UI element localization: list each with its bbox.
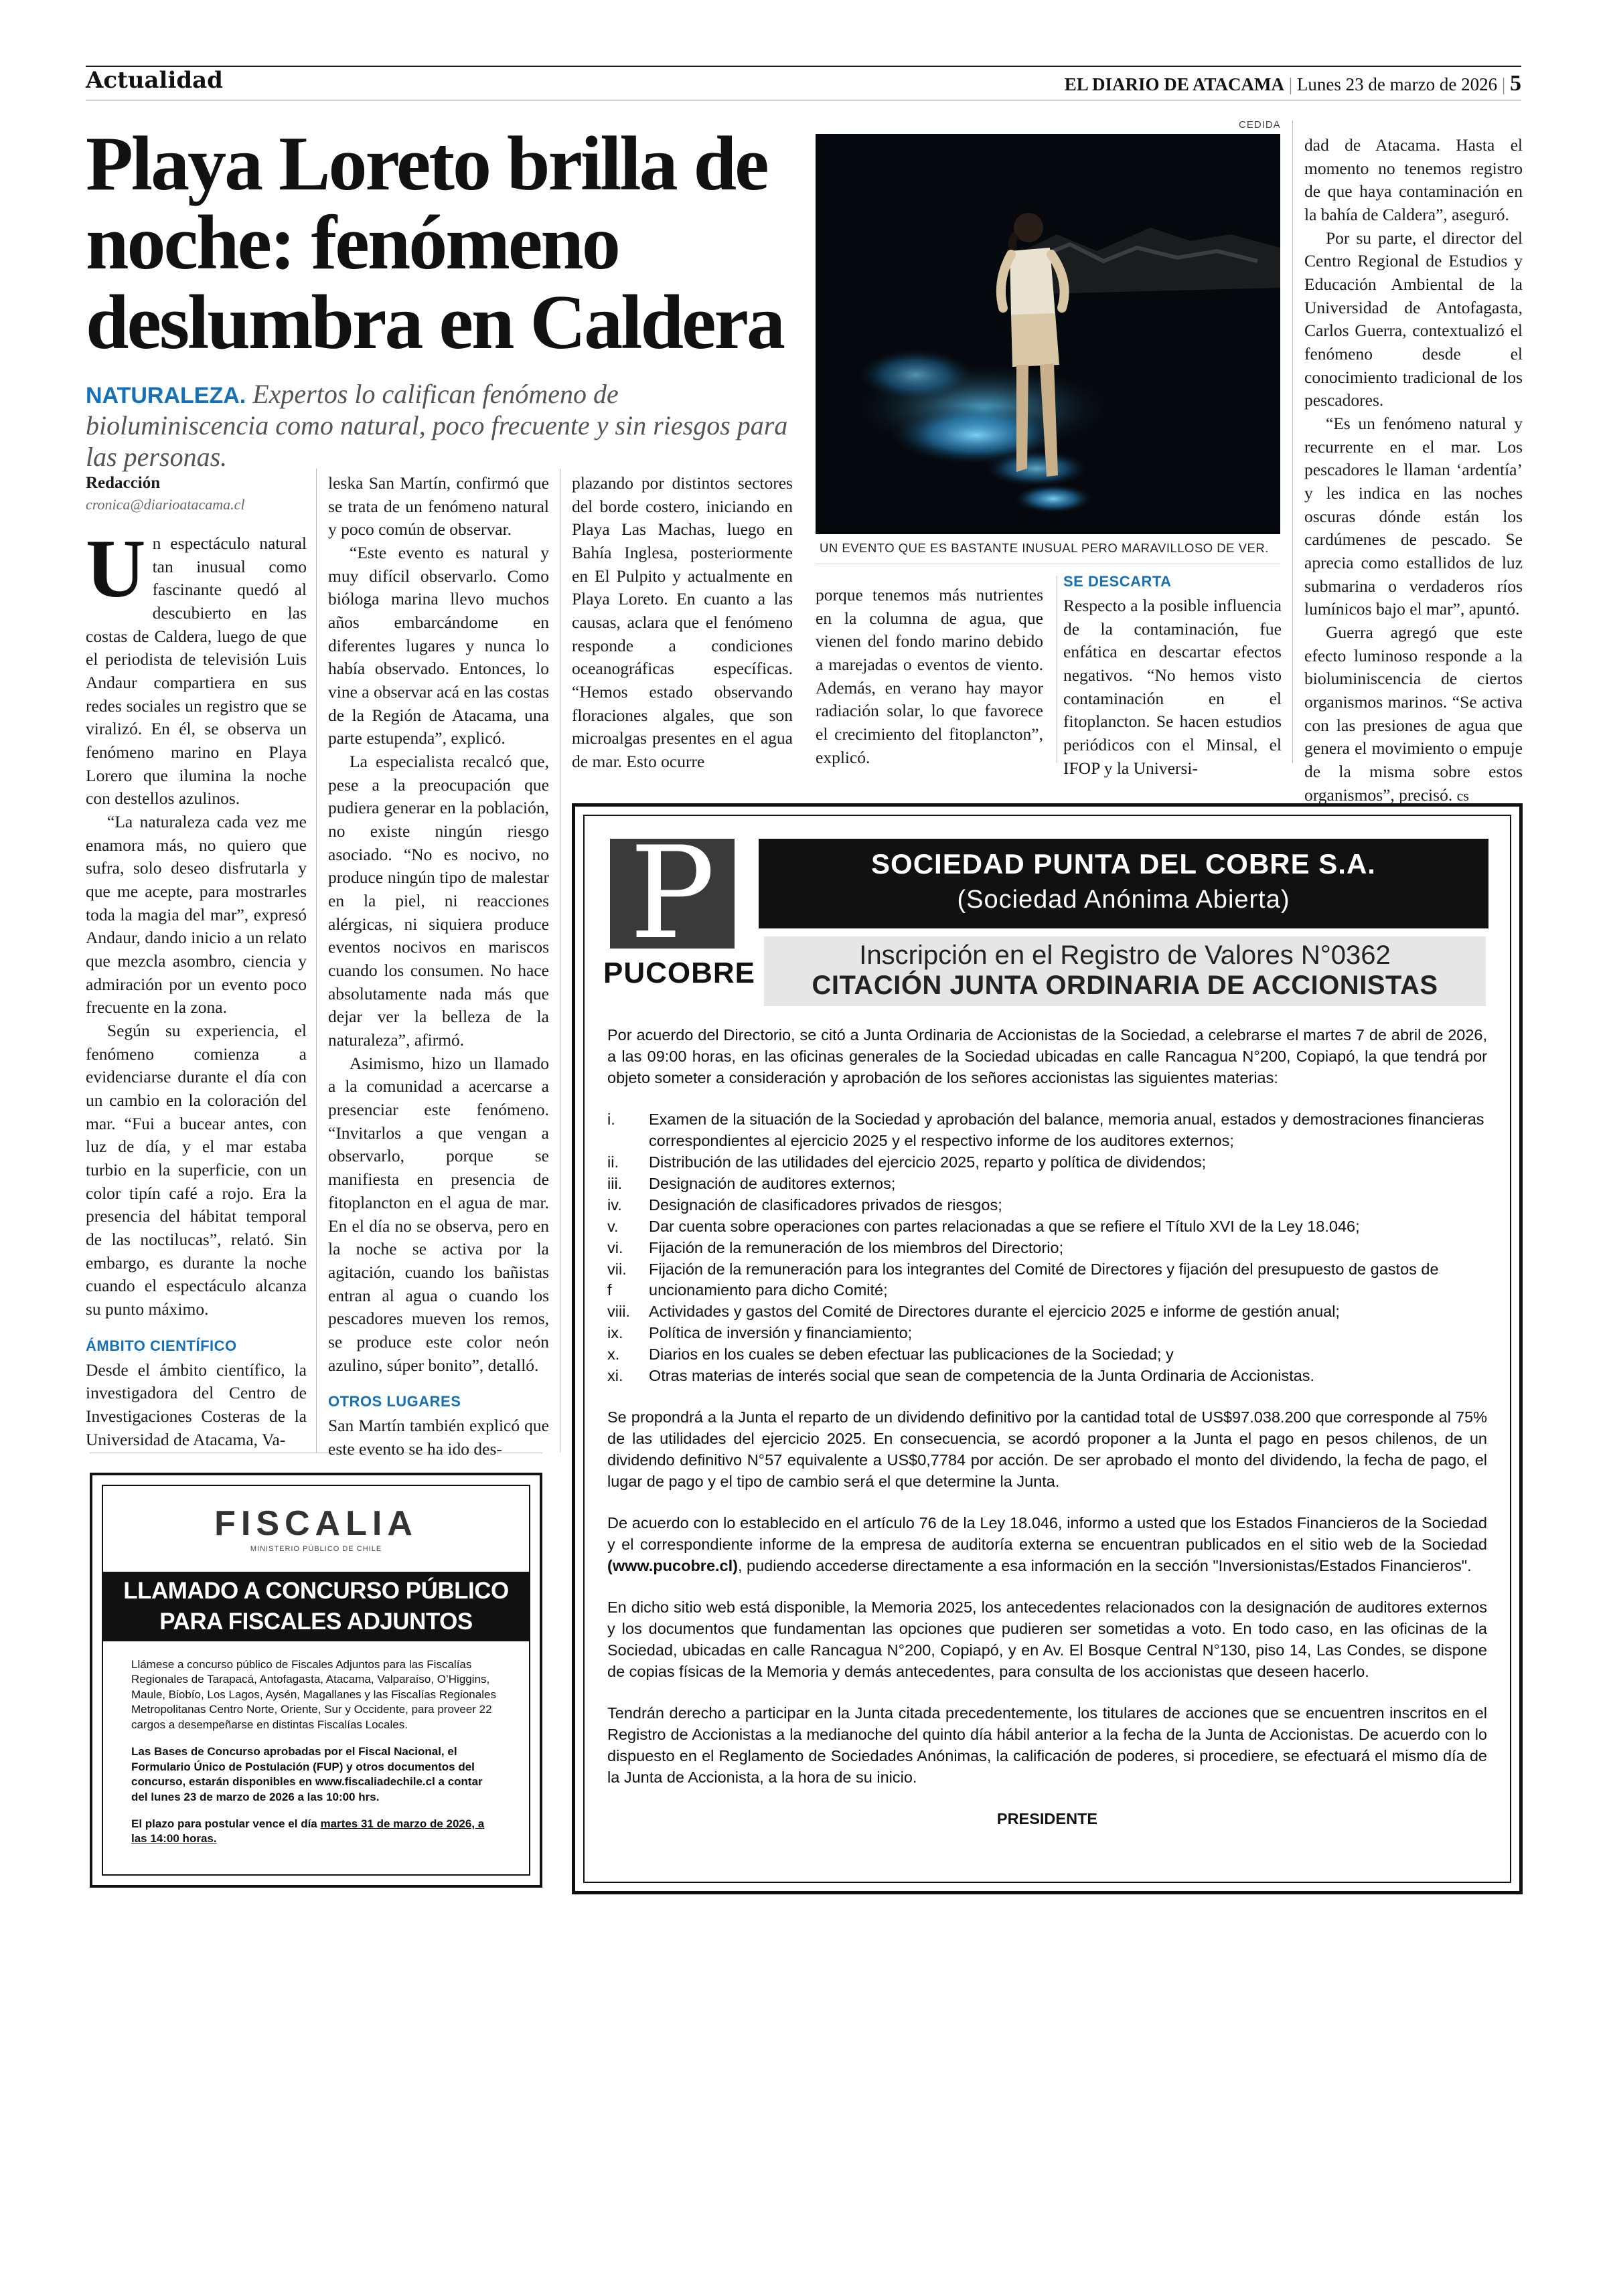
fiscalia-title-bar — [102, 1572, 530, 1641]
article-column-4 — [816, 584, 1043, 769]
agenda-item-text: Distribución de las utilidades del ejercicio 2025, reparto y política de dividendos; — [649, 1153, 1207, 1171]
fiscalia-body — [131, 1657, 501, 1859]
agenda-item — [607, 1301, 1487, 1323]
agenda-item — [607, 1216, 1487, 1238]
paragraph: “Este evento es natural y muy difícil observarlo. Como bióloga marina llevo muchos años embarcándome en diferentes lugares y nunca lo había observado. Entonces, lo vine a observar acá en las costas de la Región de Atacama, una parte estupenda”, explicó. — [328, 543, 549, 748]
agenda-item — [607, 1323, 1487, 1344]
agenda-item-number: xi. — [607, 1367, 623, 1385]
article-column-1 — [86, 472, 307, 1451]
paragraph: Desde el ámbito científico, la investigadora del Centro de Investigaciones Costeras de la Universidad de Atacama, Va- — [86, 1360, 307, 1449]
article-column-5 — [1063, 570, 1282, 780]
pucobre-registry-box — [764, 936, 1486, 1006]
issue-date: Lunes 23 de marzo de 2026 — [1296, 74, 1498, 94]
paragraph: Respecto a la posible influencia de la contaminación, fue enfática en descartar efectos negativos. “No hemos visto contaminación en el fitoplancton. Se hacen estudios periódicos con el Minsal, el IFOP y la Universi- — [1063, 595, 1282, 778]
agenda-item-number: iv. — [607, 1196, 622, 1214]
paragraph: Un espectáculo natural tan inusual como fascinante quedó al descubierto en las costas de Caldera, luego de que el periodista de televisión Luis Andaur compartiera en sus redes sociales un registro que se viralizó. En él, se observa un fenómeno marino en Playa Lorero que ilumina la noche con destellos azulinos. — [86, 522, 307, 809]
page-number: 5 — [1510, 71, 1521, 96]
agenda-item-text: Fijación de la remuneración para los integrantes del Comité de Directores y fijación del presupuesto de gastos de — [649, 1260, 1439, 1278]
paragraph: dad de Atacama. Hasta el momento no tenemos registro de que haya contaminación en la bahía de Caldera”, aseguró. — [1304, 135, 1523, 225]
section-label: Actualidad — [86, 67, 223, 94]
kicker: NATURALEZA. — [86, 383, 246, 408]
pucobre-website: (www.pucobre.cl) — [607, 1556, 738, 1574]
fiscalia-paragraph: Las Bases de Concurso aprobadas por el Fiscal Nacional, el Formulario Único de Postulación (FUP) y otros documentos del concurso, estarán disponibles en www.fiscaliadechile.cl a contar del lunes 23 de marzo de 2026 a las 10:00 hrs. — [131, 1745, 483, 1803]
deck-text: Expertos lo califican fenómeno de bioluminiscencia como natural, poco frecuente y sin riesgos para las personas. — [86, 379, 788, 473]
subheading: OTROS LUGARES — [328, 1393, 461, 1410]
paragraph: “Es un fenómeno natural y recurrente en el mar. Los pescadores le llaman ‘ardentía’ y les indica en las noches oscuras dónde están los cardúmenes de pescado. Se aprecia como estallidos de luz submarina o verdaderos ríos lumínicos bajo el mar”, apuntó. — [1304, 414, 1523, 619]
pucobre-title-bar — [759, 839, 1488, 928]
fiscalia-paragraph: El plazo para postular vence el día martes 31 de marzo de 2026, a las 14:00 horas. — [131, 1817, 485, 1846]
photo-caption: UN EVENTO QUE ES BASTANTE INUSUAL PERO MARAVILLOSO DE VER. — [820, 541, 1269, 555]
fiscalia-title-line: PARA FISCALES ADJUNTOS — [159, 1609, 473, 1635]
pucobre-body — [607, 1025, 1487, 1830]
agenda-item — [607, 1195, 1487, 1216]
agenda-item-number: viii. — [607, 1303, 630, 1321]
paragraph: Guerra agregó que este efecto luminoso responde a la bioluminiscencia de ciertos organismos marinos. “Se activa con las presiones de agua que genera el movimiento o empuje de la misma sobre estos organismos”, precisó. cs — [1304, 623, 1523, 805]
agenda-item-number: ii. — [607, 1153, 619, 1171]
agenda-item — [607, 1344, 1487, 1366]
pucobre-logo — [603, 819, 756, 993]
column-rule — [1292, 120, 1293, 763]
dropcap: U — [86, 522, 146, 614]
fiscalia-logo: FISCALIA — [214, 1504, 418, 1543]
pucobre-paragraph: De acuerdo con lo establecido en el artículo 76 de la Ley 18.046, informo a usted que los Estados Financieros de la Sociedad y el correspondiente informe de la empresa de auditoría externa se encuentran publicados en el sitio web de la Sociedad (www.pucobre.cl), pudiendo accederse directamente a esa información en la sección "Inversionistas/Estados Financieros". — [607, 1514, 1487, 1574]
paper-name: EL DIARIO DE ATACAMA — [1064, 74, 1285, 94]
subheading: ÁMBITO CIENTÍFICO — [86, 1337, 237, 1354]
pucobre-logo-letter: P — [629, 819, 715, 967]
article-photo — [816, 134, 1280, 534]
paragraph: Asimismo, hizo un llamado a la comunidad a acercarse a presenciar este fenómeno. “Invitarlos a que vengan a observarlo, porque se manifiesta en presencia de fitoplancton en el agua de mar. En el día no se observa, pero en la noche se activa por la agitación, cuando los bañistas entran al agua o cuando los pescadores mueven los remos, se produce este color neón azulino, súper bonito”, detalló. — [328, 1053, 549, 1375]
agenda-item — [607, 1238, 1487, 1259]
photo-credit: CEDIDA — [1239, 119, 1281, 131]
paragraph: San Martín también explicó que este evento se ha ido des- — [328, 1416, 549, 1459]
agenda-list — [607, 1109, 1487, 1387]
company-type: (Sociedad Anónima Abierta) — [957, 886, 1290, 914]
agenda-item-text: Examen de la situación de la Sociedad y aprobación del balance, memoria anual, estados y demostraciones financieras correspondientes al ejercicio 2025 y el respectivo informe de los auditores externos; — [649, 1110, 1484, 1149]
pucobre-paragraph: Se propondrá a la Junta el reparto de un dividendo definitivo por la cantidad total de US$97.038.200 que corresponde al 75% de las utilidades del ejercicio 2025. En consecuencia, se acordó proponer a la Junta el pago en pesos chilenos, de un dividendo definitivo N°57 equivalente a US$0,7784 por acción. De ser aprobado el monto del dividendo, la fecha de pago, el lugar de pago y el tipo de cambio será el que determine la Junta. — [607, 1408, 1487, 1491]
fiscalia-ad-frame — [102, 1485, 530, 1876]
agenda-item-number: i. — [607, 1110, 615, 1128]
article-column-3 — [572, 472, 793, 774]
paragraph: “La naturaleza cada vez me enamora más, no quiero que sufra, solo deseo disfrutarla y que me acepte, para mostrarles toda la magia del mar”, expresó Andaur, dando inicio a un relato que mezcla asombro, ciencia y admiración por un evento poco frecuente en la zona. — [86, 811, 307, 1017]
paragraph: plazando por distintos sectores del borde costero, iniciando en Playa Las Machas, luego en Bahía Inglesa, posteriormente en El Pulpito y actualmente en Playa Loreto. En cuanto a las causas, aclara que el fenómeno responde a condiciones oceanográficas específicas. “Hemos estado observando floraciones algales, que son microalgas presentes en el agua de mar. Esto ocurre — [572, 473, 793, 772]
agenda-item — [607, 1109, 1487, 1152]
headline: Playa Loreto brilla de noche: fenómeno deslumbra en Caldera — [86, 121, 783, 365]
pucobre-paragraph: En dicho sitio web está disponible, la Memoria 2025, los antecedentes relacionados con la designación de auditores externos y los documentos que fundamentan las opciones que pudieren ser sometidas a voto. En todo caso, en las oficinas de la Sociedad, ubicadas en calle Rancagua N°200, Copiapó, y en Av. El Bosque Central N°130, piso 14, Las Condes, se dispone de copias físicas de la Memoria y demás antecedentes, para consulta de los accionistas que deseen hacerlo. — [607, 1598, 1487, 1680]
agenda-item-text: Política de inversión y financiamiento; — [649, 1324, 913, 1342]
column-rule — [316, 469, 317, 1453]
agenda-item-number: v. — [607, 1217, 619, 1235]
agenda-item-text: uncionamiento para dicho Comité; — [649, 1281, 888, 1299]
agenda-item-number: vi. — [607, 1238, 623, 1256]
fiscalia-logo-subtitle: MINISTERIO PÚBLICO DE CHILE — [250, 1545, 382, 1553]
agenda-item-text: Fijación de la remuneración de los miembros del Directorio; — [649, 1238, 1064, 1256]
header-rule — [86, 66, 1521, 67]
paragraph: Según su experiencia, el fenómeno comienza a evidenciarse durante el día con un cambio en la coloración del mar. “Fui a bucear antes, con luz de día, y el mar estaba turbio en la superficie, con un color tipín café a rojo. Era la presencia del hábitat temporal de las noctilucas”, relató. Sin embargo, es durante la noche cuando el espectáculo alcanza su punto máximo. — [86, 1021, 307, 1319]
deck — [86, 378, 789, 473]
agenda-item-text: Actividades y gastos del Comité de Directores durante el ejercicio 2025 e informe de gestión anual; — [649, 1303, 1340, 1321]
agenda-item-text: Diarios en los cuales se deben efectuar las publicaciones de la Sociedad; y — [649, 1345, 1174, 1364]
pucobre-ad-frame — [583, 815, 1511, 1883]
company-name: SOCIEDAD PUNTA DEL COBRE S.A. — [871, 848, 1376, 880]
pucobre-paragraph: Por acuerdo del Directorio, se citó a Junta Ordinaria de Accionistas de la Sociedad, a celebrarse el martes 7 de abril de 2026, a las 09:00 horas, en las oficinas generales de la Sociedad ubicadas en calle Rancagua N°200, Copiapó, la que tendrá por objeto someter a consideración y aprobación de los señores accionistas las siguientes materias: — [607, 1026, 1487, 1086]
byline-email: cronica@diarioatacama.cl — [86, 496, 245, 513]
agenda-item-text: Designación de auditores externos; — [649, 1174, 896, 1192]
pucobre-paragraph: Tendrán derecho a participar en la Junta citada precedentemente, los titulares de acciones que se encuentren inscritos en el Registro de Accionistas a la medianoche del quinto día hábil anterior a la fecha de la Junta de Accionistas. De acuerdo con lo dispuesto en el Reglamento de Sociedades Anónimas, la calificación de poderes, si procediere, se efectuará el mismo día de la Junta de Accionista, a la hora de su inicio. — [607, 1704, 1487, 1786]
paragraph: La especialista recalcó que, pese a la preocupación que pudiera generar en la población, no existe ningún riesgo asociado. “No es nocivo, no produce ningún tipo de malestar en la piel, ni reacciones alérgicas, ni siquiera produce eventos nocivos en mariscos cuando los consumen. No hace absolutamente nada más que dejar ver la belleza de la naturaleza”, afirmó. — [328, 752, 549, 1050]
agenda-item-number: vii. — [607, 1260, 627, 1278]
masthead-separator: | — [1501, 74, 1510, 94]
bioluminescence-photo-illustration — [816, 134, 1280, 534]
agenda-item-text: Otras materias de interés social que sean de competencia de la Junta Ordinaria de Accionistas. — [649, 1367, 1315, 1385]
signature: PRESIDENTE — [996, 1809, 1098, 1827]
pucobre-ad — [572, 803, 1523, 1894]
pucobre-logo-name: PUCOBRE — [603, 957, 756, 989]
fiscalia-paragraph: Llámese a concurso público de Fiscales Adjuntos para las Fiscalías Regionales de Tarapacá, Antofagasta, Atacama, Valparaíso, O’Higgins, Maule, Biobío, Los Lagos, Aysén, Magallanes y las Fiscalías Regionales Metropolitanas Centro Norte, Oriente, Sur y Occidente, para proveer 22 cargos a desempeñarse en distintas Fiscalías Locales. — [131, 1658, 496, 1731]
paragraph: Por su parte, el director del Centro Regional de Estudios y Educación Ambiental de la Universidad de Antofagasta, Carlos Guerra, contextualizó el fenómeno desde el conocimiento tradicional de los pescadores. — [1304, 228, 1523, 410]
masthead-separator: | — [1288, 74, 1297, 94]
citation-title: CITACIÓN JUNTA ORDINARIA DE ACCIONISTAS — [812, 971, 1438, 1000]
agenda-item — [607, 1173, 1487, 1195]
fiscalia-ad — [90, 1473, 542, 1888]
agenda-item-text: Designación de clasificadores privados de riesgos; — [649, 1196, 1002, 1214]
subheading: SE DESCARTA — [1063, 573, 1172, 590]
agenda-item-number: x. — [607, 1345, 620, 1364]
agenda-item-text: Dar cuenta sobre operaciones con partes relacionadas a que se refiere el Título XVI de la Ley 18.046; — [649, 1217, 1360, 1235]
masthead — [1065, 71, 1521, 96]
byline: Redacción — [86, 474, 161, 492]
fiscalia-deadline: martes 31 de marzo de 2026, a las 14:00 horas. — [131, 1817, 485, 1846]
agenda-item — [607, 1280, 1487, 1301]
article-column-6 — [1304, 134, 1523, 807]
agenda-item — [607, 1259, 1487, 1281]
agenda-item — [607, 1152, 1487, 1173]
paragraph: leska San Martín, confirmó que se trata de un fenómeno natural y poco común de observar. — [328, 473, 549, 540]
fiscalia-title-line: LLAMADO A CONCURSO PÚBLICO — [123, 1578, 509, 1604]
registry-number: Inscripción en el Registro de Valores N°0362 — [859, 940, 1391, 970]
agenda-item-number: f — [607, 1281, 612, 1299]
article-column-2 — [328, 472, 549, 1461]
agenda-item-number: iii. — [607, 1174, 623, 1192]
agenda-item — [607, 1366, 1487, 1387]
agenda-item-number: ix. — [607, 1324, 623, 1342]
article-end-mark: cs — [1456, 787, 1469, 804]
paragraph: porque tenemos más nutrientes en la columna de agua, que vienen del fondo marino debido a marejadas o eventos de viento. Además, en verano hay mayor radiación solar, lo que favorece el crecimiento del fitoplancton”, explicó. — [816, 585, 1043, 767]
